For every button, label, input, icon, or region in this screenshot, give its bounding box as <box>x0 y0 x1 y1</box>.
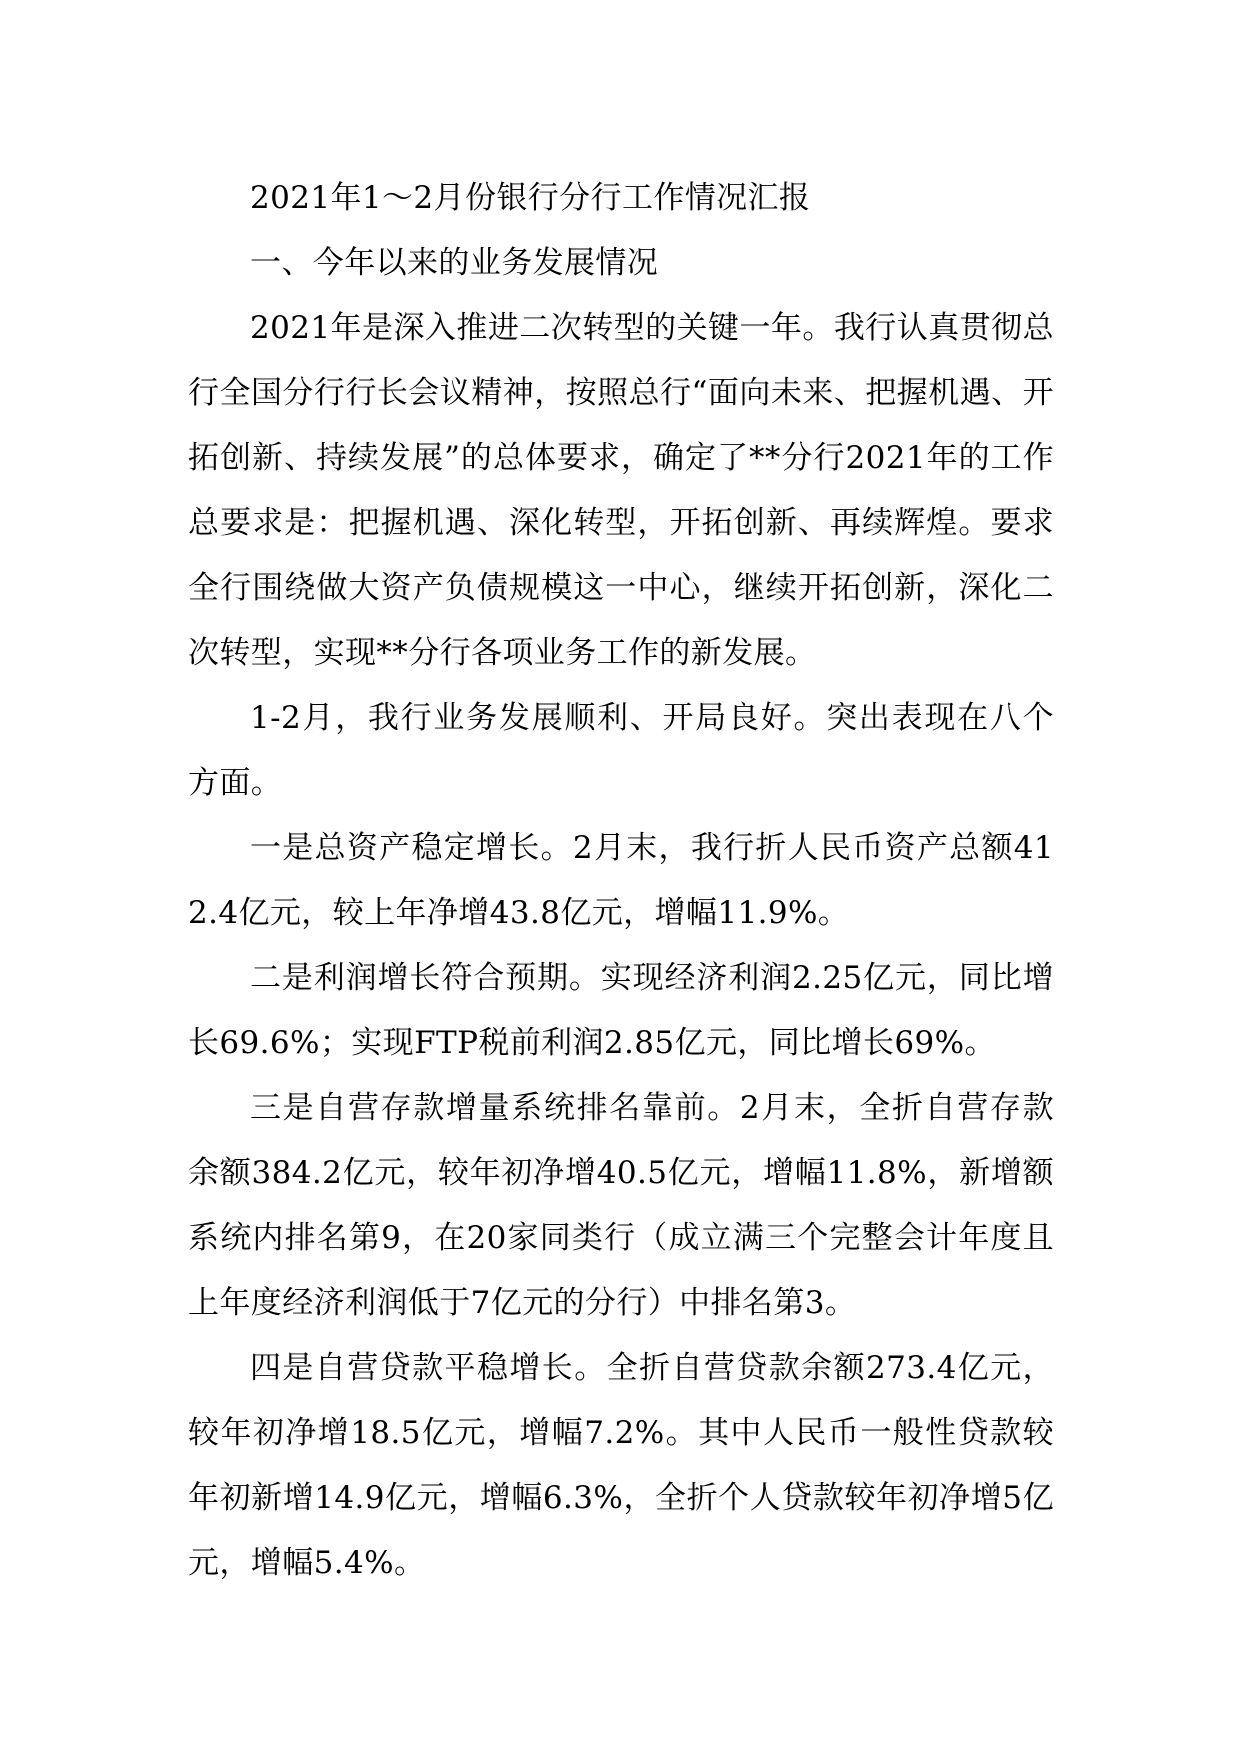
section-heading: 一、今年以来的业务发展情况 <box>250 245 659 281</box>
point-deposits: 三是自营存款增量系统排名靠前。2月末，全折自营存款余额384.2亿元，较年初净增40.5亿元，增幅11.8%，新增额系统内排名第9，在20家同类行（成立满三个完整会计年度且上年度经济利润低于7亿元的分行）中排名第3。 <box>188 1090 1054 1321</box>
document-body <box>188 166 1054 1596</box>
summary-paragraph: 1-2月，我行业务发展顺利、开局良好。突出表现在八个方面。 <box>188 700 1054 801</box>
point-loans: 四是自营贷款平稳增长。全折自营贷款余额273.4亿元，较年初净增18.5亿元，增幅7.2%。其中人民币一般性贷款较年初新增14.9亿元，增幅6.3%，全折个人贷款较年初净增5亿元，增幅5.4%。 <box>188 1350 1054 1581</box>
document-title: 2021年1～2月份银行分行工作情况汇报 <box>250 180 811 216</box>
point-total-assets: 一是总资产稳定增长。2月末，我行折人民币资产总额412.4亿元，较上年净增43.8亿元，增幅11.9%。 <box>188 830 1054 931</box>
intro-paragraph: 2021年是深入推进二次转型的关键一年。我行认真贯彻总行全国分行行长会议精神，按照总行“面向未来、把握机遇、开拓创新、持续发展”的总体要求，确定了**分行2021年的工作总要求是：把握机遇、深化转型，开拓创新、再续辉煌。要求全行围绕做大资产负债规模这一中心，继续开拓创新，深化二次转型，实现**分行各项业务工作的新发展。 <box>188 310 1054 671</box>
point-profit: 二是利润增长符合预期。实现经济利润2.25亿元，同比增长69.6%；实现FTP税前利润2.85亿元，同比增长69%。 <box>188 960 1054 1061</box>
